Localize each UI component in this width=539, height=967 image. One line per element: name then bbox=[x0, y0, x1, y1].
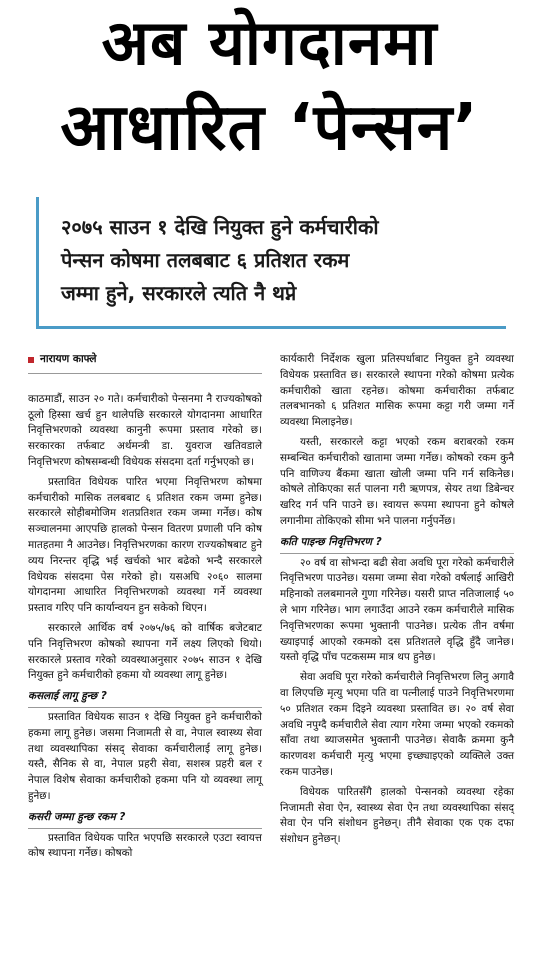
paragraph: काठमाडौं, साउन २० गते। कर्मचारीको पेन्सनमा नै राज्यकोषको ठूलो हिस्सा खर्च हुन थालेपछि सरकारले योगदानमा आधारित निवृत्तिभरणको व्यवस्था कानुनी रूपमा प्रस्ताव गरेको छ। सरकारका तर्फबाट अर्थमन्त्री डा. युवराज खतिवडाले निवृत्तिभरण कोषसम्बन्धी विधेयक संसदमा दर्ता गर्नुभएको छ। bbox=[28, 392, 262, 468]
subheading: कसलाई लागू हुन्छ ? bbox=[28, 689, 262, 708]
byline bbox=[28, 352, 262, 374]
headline-line-2: आधारित ‘पेन्सन’ bbox=[60, 91, 479, 165]
paragraph: प्रस्तावित विधेयक पारित भएमा निवृत्तिभरण कोषमा कर्मचारीको मासिक तलबबाट ६ प्रतिशत रकम जम्मा हुनेछ। सरकारले सोहीबमोजिम शतप्रतिशत रकम जम्मा गर्नेछ। कोष सञ्चालनमा आएपछि हालको पेन्सन वितरण प्रणाली पनि कोष मातहतमा नै आउनेछ। निवृत्तिभरणका कारण राज्यकोषबाट हुने व्यय निरन्तर वृद्धि भई खर्चको भार बढेको भन्दै सरकारले विधेयक संसदमा पेस गरेको हो। यसअघि २०६० सालमा योगदानमा आधारित निवृत्तिभरणको व्यवस्था गर्ने व्यवस्था प्रस्ताव गरिए पनि कार्यान्वयन हुन सकेको थिएन। bbox=[28, 475, 262, 615]
paragraph: २० वर्ष वा सोभन्दा बढी सेवा अवधि पूरा गरेको कर्मचारीले निवृत्तिभरण पाउनेछ। यसमा जम्मा सेवा गरेको वर्षलाई आखिरी महिनाको तलबमानले गुणा गरिनेछ। यसरी प्राप्त नतिजालाई ५० ले भाग गरिनेछ। भाग लगाउँदा आउने रकम कर्मचारीले मासिक निवृत्तिभरणका रूपमा भुक्तानी पाउनेछ। प्रत्येक तीन वर्षमा ख्याइपाई आएको रकमको दस प्रतिशतले वृद्धि हुँदै जानेछ। यस्तो वृद्धि पाँच पटकसम्म मात्र थप हुनेछ। bbox=[280, 556, 514, 664]
byline-author: नारायण काफ्ले bbox=[40, 353, 97, 365]
paragraph: कार्यकारी निर्देशक खुला प्रतिस्पर्धाबाट नियुक्त हुने व्यवस्था विधेयक प्रस्तावित छ। सरकारले स्थापना गरेको कोषमा प्रत्येक कर्मचारीको खाता रहनेछ। कोषमा कर्मचारीका तर्फबाट तलबभानको ६ प्रतिशत मासिक रूपमा कट्टा गरी जम्मा गर्ने व्यवस्था मिलाइनेछ। bbox=[280, 353, 514, 429]
bullet-square-icon bbox=[28, 357, 34, 363]
deck-box bbox=[36, 197, 506, 329]
paragraph: सेवा अवधि पूरा गरेको कर्मचारीले निवृत्तिभरण लिनु अगावै वा लिएपछि मृत्यु भएमा पति वा पत्नीलाई पाउने निवृत्तिभरणमा ५० प्रतिशत रकम दिइने व्यवस्था प्रस्तावित छ। २० वर्ष सेवा अवधि नपुग्दै कर्मचारीले सेवा त्याग गरेमा जम्मा भएको रकमको साँवा तथा ब्याजसमेत भुक्तानी पाउनेछ। सेवाकै क्रममा कुनै कारणवश कर्मचारी मृत्यु भएमा इच्छ्याइएको व्यक्तिले उक्त रकम पाउनेछ। bbox=[280, 671, 514, 778]
subheading: कसरी जम्मा हुन्छ रकम ? bbox=[28, 810, 262, 829]
deck-line-3: जम्मा हुने, सरकारले त्यति नै थप्ने bbox=[61, 281, 297, 305]
paragraph: विधेयक पारितसँगै हालको पेन्सनको व्यवस्था रहेका निजामती सेवा ऐन, स्वास्थ्य सेवा ऐन तथा व्यवस्थापिका संसद् सेवा ऐन पनि संशोधन हुनेछन्। तीनै सेवाका एक एक दफा संशोधन हुनेछन्। bbox=[280, 785, 514, 846]
paragraph: प्रस्तावित विधेयक पारित भएपछि सरकारले एउटा स्वायत्त कोष स्थापना गर्नेछ। कोषको bbox=[28, 831, 262, 860]
paragraph: प्रस्तावित विधेयक साउन १ देखि नियुक्त हुने कर्मचारीको हकमा लागू हुनेछ। जसमा निजामती से वा, नेपाल स्वास्थ्य सेवा तथा व्यवस्थापिका संसद् सेवाका कर्मचारीलाई लागू हुनेछ। यस्तै, सैनिक से वा, नेपाल प्रहरी सेवा, सशस्त्र प्रहरी बल र नेपाल विशेष सेवाका कर्मचारीको हकमा पनि यो व्यवस्था लागू हुनेछ। bbox=[28, 710, 262, 802]
article-column-left bbox=[28, 352, 262, 866]
deck-line-1: २०७५ साउन १ देखि नियुक्त हुने कर्मचारीको bbox=[61, 215, 379, 239]
paragraph: यस्ती, सरकारले कट्टा भएको रकम बराबरको रकम सम्बन्धित कर्मचारीको खातामा जम्मा गर्नेछ। कोषको रकम कुनै पनि वाणिज्य बैंकमा खाता खोली जम्मा पनि गर्न सकिनेछ। कोषले तोकिएका सर्त पालना गरी ऋणपत्र, सेयर तथा डिबेन्चर खरिद गर्न पनि पाउने छ। स्वायत्त रूपमा स्थापना हुने कोषले लगानीमा तोकिएको सीमा भने पालना गर्नुपर्नेछ। bbox=[280, 435, 514, 527]
paragraph: सरकारले आर्थिक वर्ष २०७५/७६ को वार्षिक बजेटबाट पनि निवृत्तिभरण कोषको स्थापना गर्ने लक्ष्य लिएको थियो। सरकारले प्रस्ताव गरेको व्यवस्थाअनुसार २०७५ साउन १ देखि नियुक्त हुने कर्मचारीको हकमा यो व्यवस्था लागू हुनेछ। bbox=[28, 621, 262, 682]
subheading: कति पाइन्छ निवृत्तिभरण ? bbox=[280, 535, 514, 554]
headline-line-1: अब योगदानमा bbox=[101, 6, 438, 79]
article-column-right bbox=[280, 352, 514, 852]
deck-line-2: पेन्सन कोषमा तलबबाट ६ प्रतिशत रकम bbox=[61, 248, 350, 272]
